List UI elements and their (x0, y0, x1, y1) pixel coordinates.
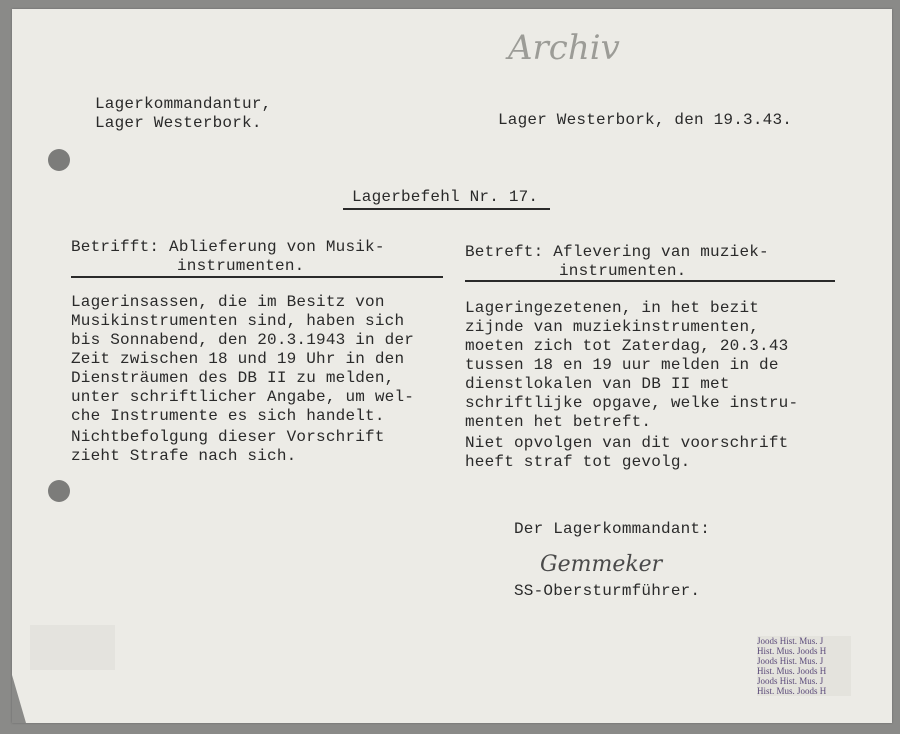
german-body-line: bis Sonnabend, den 20.3.1943 in der (71, 331, 415, 349)
stamp-line: Hist. Mus. Joods H (757, 686, 827, 696)
dutch-penalty-line: heeft straf tot gevolg. (465, 453, 691, 471)
pencil-annotation: Archiv (508, 28, 620, 68)
dutch-body-line: zijnde van muziekinstrumenten, (465, 318, 760, 336)
dutch-subject-line-1: Betreft: Aflevering van muziek- (465, 243, 769, 261)
german-body-line: che Instrumente es sich handelt. (71, 407, 385, 425)
paper-smudge (30, 625, 115, 670)
dutch-body-line: tussen 18 en 19 uur melden in de (465, 356, 779, 374)
sender-line-1: Lagerkommandantur, (95, 95, 272, 113)
german-penalty-line: Nichtbefolgung dieser Vorschrift (71, 428, 385, 446)
handwritten-signature: Gemmeker (540, 552, 663, 577)
corner-cut (12, 675, 26, 723)
german-body-line: Lagerinsassen, die im Besitz von (71, 293, 385, 311)
dutch-body-line: menten het betreft. (465, 413, 652, 431)
dutch-body-line: schriftlijke opgave, welke instru- (465, 394, 799, 412)
dutch-body-line: moeten zich tot Zaterdag, 20.3.43 (465, 337, 789, 355)
order-title: Lagerbefehl Nr. 17. (352, 188, 539, 206)
german-body-line: Musikinstrumenten sind, haben sich (71, 312, 405, 330)
dutch-subject-underline (465, 280, 835, 282)
place-date: Lager Westerbork, den 19.3.43. (498, 111, 793, 129)
german-penalty-line: zieht Strafe nach sich. (71, 447, 297, 465)
german-body-line: unter schriftlicher Angabe, um wel- (71, 388, 415, 406)
museum-stamp (757, 636, 851, 696)
stamp-line: Joods Hist. Mus. J (757, 656, 824, 666)
sender-line-2: Lager Westerbork. (95, 114, 262, 132)
punch-hole-top (48, 149, 70, 171)
stamp-line: Hist. Mus. Joods H (757, 646, 827, 656)
dutch-penalty-line: Niet opvolgen van dit voorschrift (465, 434, 789, 452)
dutch-body-line: Lageringezetenen, in het bezit (465, 299, 760, 317)
german-body-line: Zeit zwischen 18 und 19 Uhr in den (71, 350, 405, 368)
stamp-line: Joods Hist. Mus. J (757, 676, 824, 686)
german-subject-underline (71, 276, 443, 278)
signature-rank: SS-Obersturmführer. (514, 582, 701, 600)
german-subject-line-2: instrumenten. (177, 257, 305, 275)
stamp-line: Joods Hist. Mus. J (757, 636, 824, 646)
stamp-line: Hist. Mus. Joods H (757, 666, 827, 676)
signature-title: Der Lagerkommandant: (514, 520, 711, 538)
punch-hole-bottom (48, 480, 70, 502)
dutch-subject-line-2: instrumenten. (559, 262, 687, 280)
german-subject-line-1: Betrifft: Ablieferung von Musik- (71, 238, 385, 256)
title-underline (343, 208, 550, 210)
dutch-body-line: dienstlokalen van DB II met (465, 375, 730, 393)
german-body-line: Diensträumen des DB II zu melden, (71, 369, 395, 387)
